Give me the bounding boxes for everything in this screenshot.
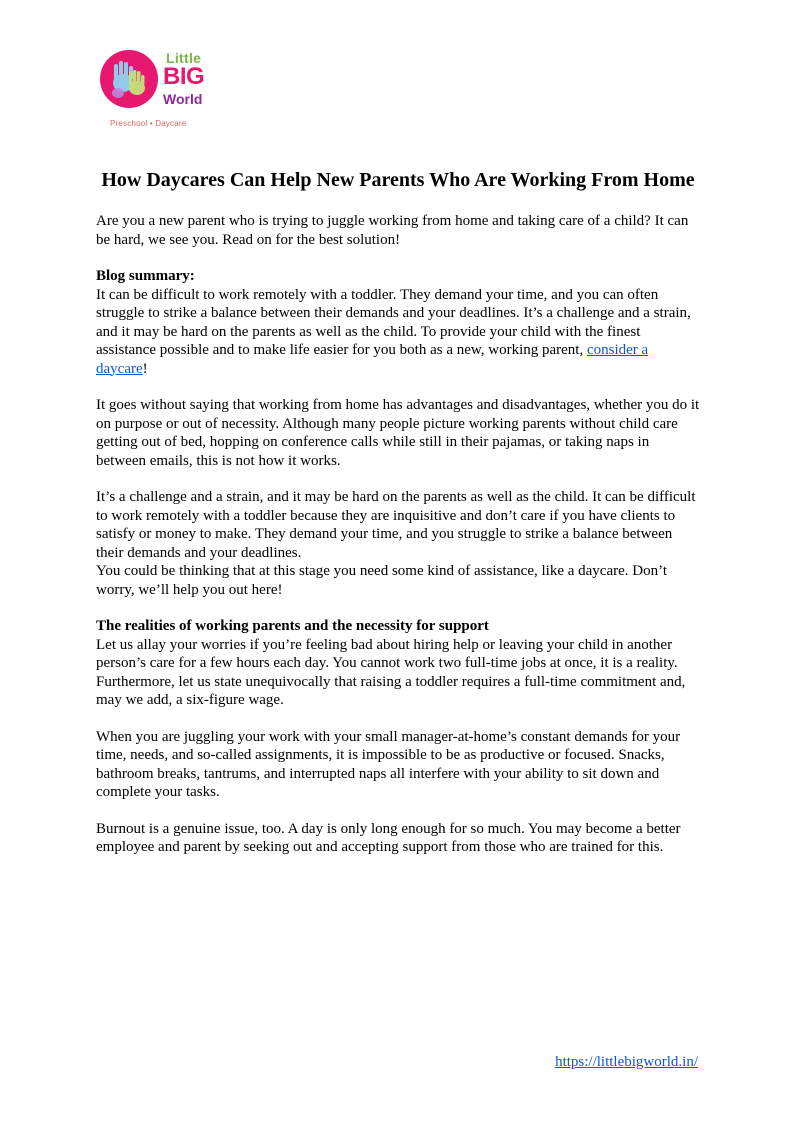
paragraph-juggling: When you are juggling your work with your small manager-at-home’s constant demands for your time, needs, and so-called assignments, it is impossible to be as productive or focused. Snacks, bathroom breaks, tantrums, and interrupted naps all interfere with your ability to sit down and complete your tasks. — [96, 728, 681, 800]
logo-word-big: BIG — [163, 63, 205, 90]
article-body — [96, 168, 700, 857]
summary-text: It can be difficult to work remotely with a toddler. They demand your time, and you can often struggle to strike a balance between their demands and your deadlines. It’s a challenge and a strain, and it may be hard on the parents as well as the child. To provide your child with the finest assistance possible and to make life easier for you both as a new, working parent, — [96, 286, 691, 358]
summary-heading: Blog summary: — [96, 268, 195, 284]
logo-word-little: Little — [166, 50, 202, 66]
intro-paragraph: Are you a new parent who is trying to juggle working from home and taking care of a child? It can be hard, we see you. Read on for the best solution! — [96, 213, 689, 248]
summary-end: ! — [142, 360, 148, 377]
consider-daycare-link[interactable]: consider a daycare — [96, 342, 649, 377]
paragraph-worries: Let us allay your worries if you’re feeling bad about hiring help or leaving your child in another person’s care for a few hours each day. You cannot work two full-time jobs at once, it is a reality. Furthermore, let us state unequivocally that raising a toddler requires a full-time commitment and, may we add, a six-figure wage. — [96, 636, 686, 708]
logo-word-world: World — [163, 91, 203, 107]
section-heading: The realities of working parents and the necessity for support — [96, 618, 489, 634]
article-title: How Daycares Can Help New Parents Who Are Working From Home — [101, 169, 695, 191]
paragraph-challenge: It’s a challenge and a strain, and it may be hard on the parents as well as the child. It can be difficult to work remotely with a toddler because they are inquisitive and don’t care if you have clients to satisfy or money to make. They demand your time, and you struggle to strike a balance between their demands and your deadlines. — [96, 489, 696, 561]
little-big-world-logo[interactable] — [100, 50, 230, 130]
summary-paragraph — [96, 286, 700, 379]
paragraph-advantages: It goes without saying that working from home has advantages and disadvantages, whether you do it on purpose or out of necessity. Although many people picture working parents without child care getting out of bed, hopping on conference calls while still in their pajamas, or taking naps in between emails, this is not how it works. — [96, 397, 700, 469]
logo-tagline: Preschool • Daycare — [110, 119, 187, 128]
footer-website-link[interactable]: https://littlebigworld.in/ — [555, 1054, 698, 1070]
hands-icon — [106, 56, 152, 102]
paragraph-assistance: You could be thinking that at this stage you need some kind of assistance, like a daycare. Don’t worry, we’ll help you out here! — [96, 563, 667, 598]
paragraph-burnout: Burnout is a genuine issue, too. A day is only long enough for so much. You may become a better employee and parent by seeking out and accepting support from those who are trained for this. — [96, 820, 681, 855]
